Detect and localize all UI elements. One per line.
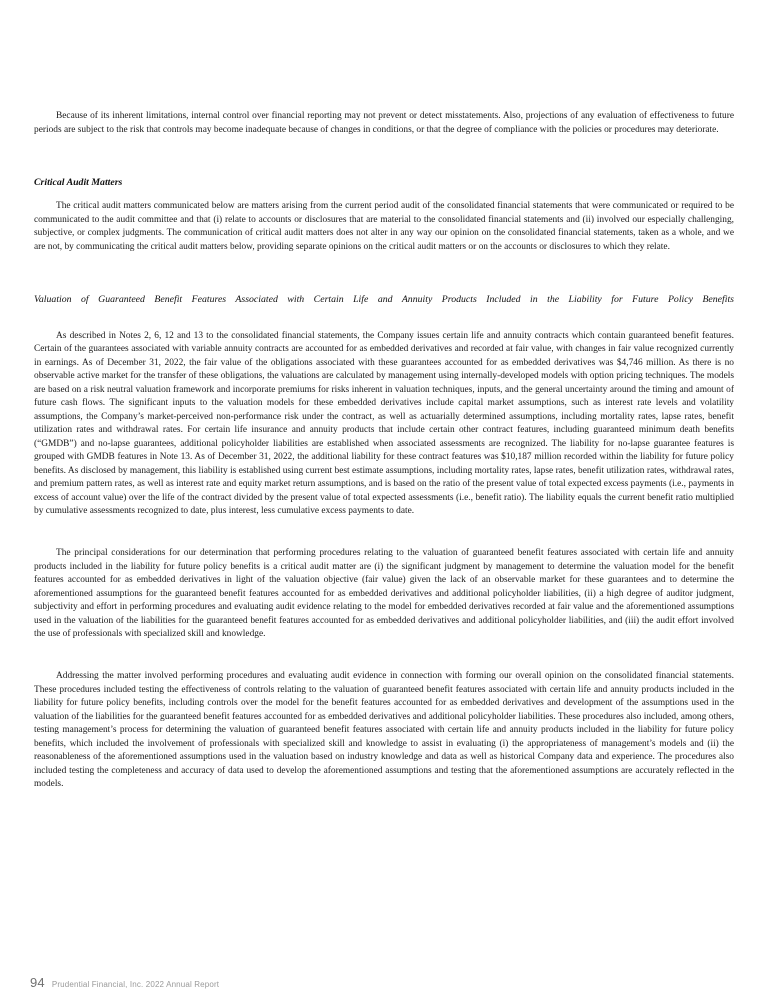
principal-considerations-paragraph: The principal considerations for our determination that performing procedures relating to the valuation of guaranteed benefit features associated with certain life and annuity products included in the liability for future policy benefits is a critical audit matter are (i) the significant judgment by management to determine the valuation model for the benefit features accounted for as embedded derivatives in light of the valuation objective (fair value) given the lack of an observable market for these guarantees and to determine the aforementioned assumptions for the guaranteed benefit features accounted for as embedded derivatives and additional policyholder liabilities, (ii) a high degree of auditor judgment, subjectivity and effort in performing procedures and evaluating audit evidence relating to the model for embedded derivatives recorded at fair value and the aforementioned assumptions used in the valuation of the liabilities for the guaranteed benefit features accounted for as embedded derivatives and additional policyholder liabilities, and (iii) the audit effort involved the use of professionals with specialized skill and knowledge. bbox=[34, 548, 734, 640]
matter-heading-valuation-guaranteed-benefit-features: Valuation of Guaranteed Benefit Features Associated with Certain Life and Annuity Products Included in the Liability for Future Policy Benefits bbox=[34, 293, 734, 305]
section-intro-paragraph: The critical audit matters communicated below are matters arising from the current period audit of the consolidated financial statements that were communicated or required to be communicated to the audit committee and that (i) relate to accounts or disclosures that are material to the consolidated financial statements and (ii) involved our especially challenging, subjective, or complex judgments. The communication of critical audit matters does not alter in any way our opinion on the consolidated financial statements, taken as a whole, and we are not, by communicating the critical audit matters below, providing separate opinions on the critical audit matters or on the accounts or disclosures to which they relate. bbox=[34, 201, 734, 252]
matter-spacer bbox=[34, 268, 734, 293]
paragraph-spacer-2 bbox=[34, 655, 734, 670]
section-spacer bbox=[34, 151, 734, 176]
addressing-matter-paragraph: Addressing the matter involved performing procedures and evaluating audit evidence in connection with forming our overall opinion on the consolidated financial statements. These procedures included testing the effectiveness of controls relating to the valuation of guaranteed benefit features associated with certain life and annuity products included in the liability for future policy benefits, including controls over the model for the benefit features accounted for as embedded derivatives and development of the assumptions used in the valuation of the liabilities for the guaranteed benefit features accounted for as embedded derivatives and additional policyholder liabilities. These procedures also included, among others, testing management’s process for determining the valuation of guaranteed benefit features associated with certain life and annuity products included in the liability for future policy benefits, which included the involvement of professionals with specialized skill and knowledge to assist in evaluating (i) the appropriateness of management’s models and (ii) the reasonableness of the aforementioned assumptions used in the valuation based on industry knowledge and data as well as historical Company data and experience. The procedures also included testing the completeness and accuracy of data used to develop the aforementioned assumptions and testing that the aforementioned assumptions are accurately reflected in the models. bbox=[34, 671, 734, 790]
matter-description-paragraph: As described in Notes 2, 6, 12 and 13 to the consolidated financial statements, the Company issues certain life and annuity contracts which contain guaranteed benefit features. Certain of the guarantees associated with variable annuity contracts are accounted for as embedded derivatives and recorded at fair value, with changes in fair value recognized currently in earnings. As of December 31, 2022, the fair value of the obligations associated with these guarantees accounted for as embedded derivatives was $4,746 million. As there is no observable active market for the transfer of these obligations, the valuations are calculated by management using internally-developed models with option pricing techniques. The models are based on a risk neutral valuation framework and incorporate premiums for risks inherent in valuation techniques, inputs, and the general uncertainty around the timing and amount of future cash flows. The significant inputs to the valuation models for these embedded derivatives include capital market assumptions, such as interest rate levels and volatility assumptions, the Company’s market-perceived non-performance risk under the contract, as well as actuarially determined assumptions, including mortality rates, lapse rates, benefit utilization rates and withdrawal rates. For certain life insurance and annuity products that include certain other contract features, including guaranteed minimum death benefits (“GMDB”) and no-lapse guarantees, additional policyholder liabilities are established when associated assessments are recognized. The liability for no-lapse guarantee features is grouped with GMDB features in Note 13. As of December 31, 2022, the additional liability for these contract features was $10,187 million recorded within the liability for future policy benefits. As disclosed by management, this liability is established using current best estimate assumptions, including mortality rates, lapse rates, benefit utilization rates, withdrawal rates, and premium pattern rates, as well as interest rate and equity market return assumptions, and is based on the ratio of the present value of total expected excess payments (i.e., payments in excess of account value) over the life of the contract divided by the present value of total expected assessments (i.e., benefit ratio). The liability equals the current benefit ratio multiplied by cumulative assessments recognized to date, plus interest, less cumulative excess payments to date. bbox=[34, 330, 734, 517]
document-content bbox=[34, 110, 734, 792]
footer-report-label: Prudential Financial, Inc. 2022 Annual Report bbox=[51, 980, 220, 989]
section-heading-critical-audit-matters: Critical Audit Matters bbox=[34, 176, 123, 188]
paragraph-spacer-1 bbox=[34, 532, 734, 547]
intro-paragraph: Because of its inherent limitations, internal control over financial reporting may not prevent or detect misstatements. Also, projections of any evaluation of effectiveness to future periods are subject to the risk that controls may become inadequate because of changes in conditions, or that the degree of compliance with the policies or procedures may deteriorate. bbox=[34, 111, 734, 135]
footer-page-number: 94 bbox=[30, 975, 45, 990]
page-footer bbox=[30, 975, 219, 990]
